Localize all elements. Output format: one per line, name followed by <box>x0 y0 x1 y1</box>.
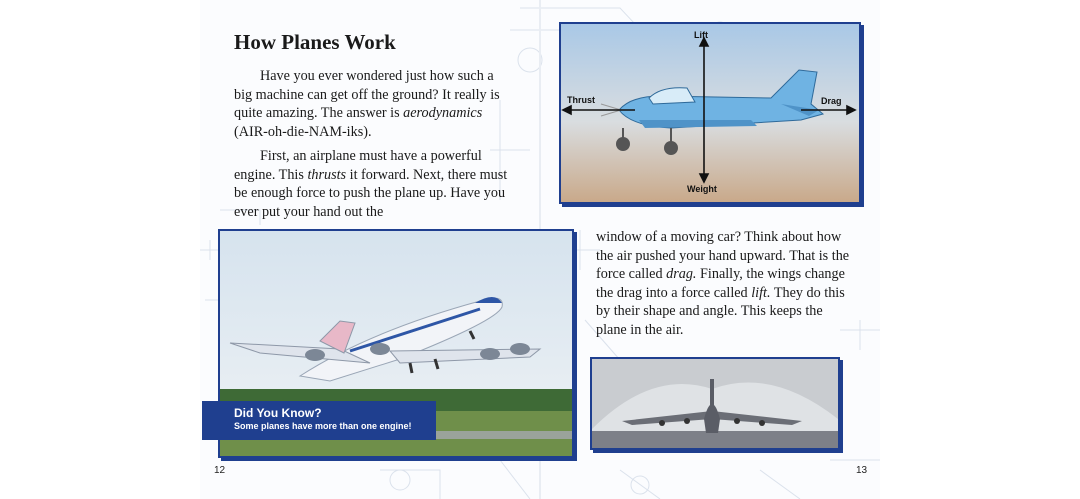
weight-label: Weight <box>687 184 717 194</box>
did-you-know-heading: Did You Know? <box>234 406 322 420</box>
p1-text: Have you ever wondered just how such a big machine can get off the ground? It really is quite amazing. The answer is <box>234 68 500 121</box>
forces-illustration <box>561 24 859 202</box>
p2-text-b: it forward. Next, there must be enough force to push the plane up. Have you ever put your hand out the <box>234 166 508 220</box>
p3-text-c: They do this by their shape and angle. This keeps the plane in the air. <box>596 284 845 338</box>
lift-label: Lift <box>694 30 708 40</box>
forces-diagram <box>559 22 861 204</box>
page-title: How Planes Work <box>234 30 396 54</box>
p2-text-a: First, an airplane must have a powerful engine. This <box>234 148 482 183</box>
p3-text-a: window of a moving car? Think about how the air pushed your hand upward. That is the force called <box>596 229 850 282</box>
did-you-know-text: Some planes have more than one engine! <box>234 421 412 431</box>
thrust-label: Thrust <box>567 95 595 105</box>
p1-em: aerodynamics <box>403 105 483 121</box>
drag-label: Drag <box>821 96 842 106</box>
paragraph-2 <box>234 147 509 221</box>
page-number-right: 13 <box>856 465 868 476</box>
p2-em: thrusts <box>307 166 347 183</box>
water-salute-photo <box>590 357 840 450</box>
did-you-know-box <box>202 401 436 440</box>
paragraph-1 <box>234 67 509 141</box>
paragraph-3 <box>596 228 856 339</box>
p3-em-drag: drag. <box>666 266 697 282</box>
page-number-left: 12 <box>214 465 226 476</box>
p1-tail: (AIR-oh-die-NAM-iks). <box>234 123 372 140</box>
p3-em-lift: lift. <box>751 284 771 301</box>
water-salute-image <box>592 359 838 448</box>
p3-text-b: Finally, the wings change the drag into a force called <box>596 266 845 301</box>
